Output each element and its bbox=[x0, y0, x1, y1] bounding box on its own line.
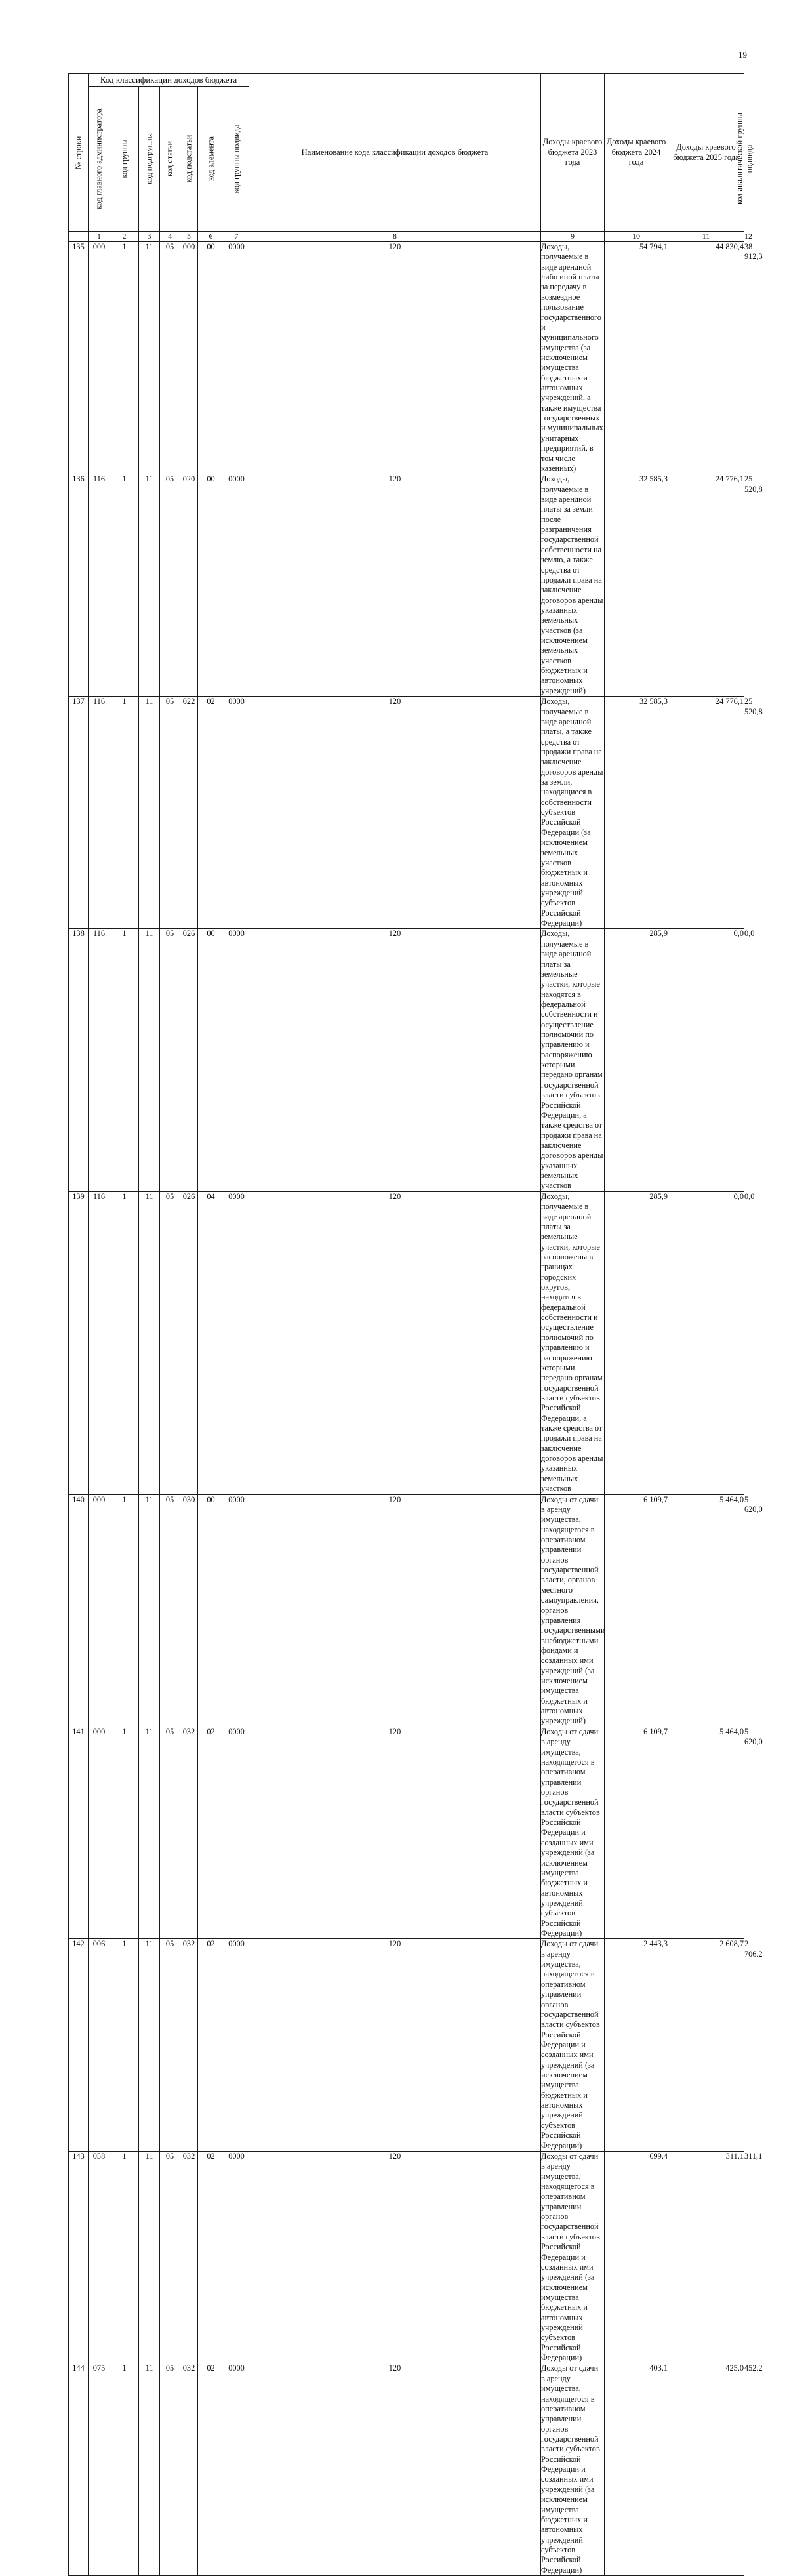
value-2023-cell: 285,9 bbox=[605, 929, 668, 1191]
code-group-cell: 1 bbox=[110, 2363, 139, 2576]
table-row: 136 116 1 11 05 020 00 0000 120 Доходы, получаемые в виде арендной платы за земли после разграничения государственной собственности на землю, а также средства от продажи права на заключение договоров аренды указанных земельных участков (за исключением земельных участков бюджетных и автономных учреждений) 32 585,3 24 776,1 25 520,8 bbox=[69, 474, 744, 697]
code-analytic-group-cell: 120 bbox=[249, 242, 541, 474]
code-element-cell: 04 bbox=[198, 1191, 224, 1494]
row-number-cell: 137 bbox=[69, 697, 89, 929]
code-subgroup-cell: 11 bbox=[139, 697, 160, 929]
table-row: 137 116 1 11 05 022 02 0000 120 Доходы, получаемые в виде арендной платы, а также средства от продажи права на заключение договоров аренды за земли, находящиеся в собственности субъектов Российской Федерации (за исключением земельных участков бюджетных и автономных учреждений субъектов Российской Федерации) 32 585,3 24 776,1 25 520,8 bbox=[69, 697, 744, 929]
code-subarticle-cell: 030 bbox=[180, 1494, 198, 1727]
value-2023-cell: 32 585,3 bbox=[605, 474, 668, 697]
code-element-cell: 02 bbox=[198, 2363, 224, 2576]
code-subgroup-cell: 11 bbox=[139, 1939, 160, 2152]
income-name-cell: Доходы, получаемые в виде арендной платы, а также средства от продажи права на заключение договоров аренды за земли, находящиеся в собственности субъектов Российской Федерации (за исключением земельных участков бюджетных и автономных учреждений субъектов Российской Федерации) bbox=[541, 697, 603, 928]
code-admin-cell: 000 bbox=[89, 1494, 110, 1727]
row-number-cell: 144 bbox=[69, 2363, 89, 2576]
code-subtype-group-cell: 0000 bbox=[224, 929, 249, 1191]
code-subtype-group-cell: 0000 bbox=[224, 1939, 249, 2152]
table-row: 135 000 1 11 05 000 00 0000 120 Доходы, получаемые в виде арендной либо иной платы за передачу в возмездное пользование государственного и муниципального имущества (за исключением имущества бюджетных и автономных учреждений, а также имущества государственных и муниципальных унитарных предприятий, в том числе казенных) 54 794,1 44 830,4 38 912,3 bbox=[69, 242, 744, 474]
column-number: 5 bbox=[180, 232, 198, 242]
code-article-cell: 05 bbox=[160, 1494, 180, 1727]
header-year-2024: Доходы краевого бюджета 2024 года bbox=[605, 74, 668, 232]
table-row: 143 058 1 11 05 032 02 0000 120 Доходы от сдачи в аренду имущества, находящегося в оперативном управлении органов государственной власти субъектов Российской Федерации и созданных ими учреждений (за исключением имущества бюджетных и автономных учреждений субъектов Российской Федерации) 699,4 311,1 311,1 bbox=[69, 2151, 744, 2363]
income-name-cell: Доходы от сдачи в аренду имущества, находящегося в оперативном управлении органов государственной власти субъектов Российской Федерации и созданных ими учреждений (за исключением имущества бюджетных и автономных учреждений субъектов Российской Федерации) bbox=[541, 1939, 605, 2152]
value-2024-cell: 24 776,1 bbox=[668, 697, 744, 929]
code-article-cell: 05 bbox=[160, 1191, 180, 1494]
column-number: 1 bbox=[89, 232, 110, 242]
income-name-cell: Доходы, получаемые в виде арендной платы за земельные участки, которые расположены в границах городских округов, находятся в федеральной собственности и осуществление полномочий по управлению и распоряжению которыми передано органам государственной власти субъектов Российской Федерации, а также средства от продажи права на заключение договоров аренды указанных земельных участков bbox=[541, 1191, 603, 1494]
code-group-cell: 1 bbox=[110, 474, 139, 697]
value-2023-cell: 403,1 bbox=[605, 2363, 668, 2576]
code-subtype-group-cell: 0000 bbox=[224, 697, 249, 929]
column-number-row: 1 2 3 4 5 6 7 8 9 10 11 12 bbox=[69, 232, 744, 242]
column-number: 10 bbox=[605, 232, 668, 242]
code-article-cell: 05 bbox=[160, 474, 180, 697]
code-subarticle-cell: 020 bbox=[180, 474, 198, 697]
header-code-article: код статьи bbox=[160, 87, 180, 232]
code-article-cell: 05 bbox=[160, 929, 180, 1191]
value-2023-cell: 285,9 bbox=[605, 1191, 668, 1494]
row-number-cell: 138 bbox=[69, 929, 89, 1191]
code-admin-cell: 075 bbox=[89, 2363, 110, 2576]
code-subarticle-cell: 032 bbox=[180, 1939, 198, 2152]
value-2024-cell: 425,0 bbox=[668, 2363, 744, 2576]
code-subtype-group-cell: 0000 bbox=[224, 1494, 249, 1727]
value-2023-cell: 6 109,7 bbox=[605, 1494, 668, 1727]
code-element-cell: 02 bbox=[198, 2151, 224, 2363]
income-name-cell: Доходы от сдачи в аренду имущества, находящегося в оперативном управлении органов государственной власти субъектов Российской Федерации и созданных ими учреждений (за исключением имущества бюджетных и автономных учреждений субъектов Российской Федерации) bbox=[541, 2363, 605, 2576]
code-article-cell: 05 bbox=[160, 242, 180, 474]
code-element-cell: 00 bbox=[198, 474, 224, 697]
header-year-2025: Доходы краевого бюджета 2025 года bbox=[668, 74, 744, 232]
code-analytic-group-cell: 120 bbox=[249, 929, 541, 1191]
table-row: 142 006 1 11 05 032 02 0000 120 Доходы от сдачи в аренду имущества, находящегося в оперативном управлении органов государственной власти субъектов Российской Федерации и созданных ими учреждений (за исключением имущества бюджетных и автономных учреждений субъектов Российской Федерации) 2 443,3 2 608,7 2 706,2 bbox=[69, 1939, 744, 2152]
code-group-cell: 1 bbox=[110, 1939, 139, 2152]
table-row: 141 000 1 11 05 032 02 0000 120 Доходы от сдачи в аренду имущества, находящегося в оперативном управлении органов государственной власти субъектов Российской Федерации и созданных ими учреждений (за исключением имущества бюджетных и автономных учреждений субъектов Российской Федерации) 6 109,7 5 464,0 5 620,0 bbox=[69, 1727, 744, 1939]
table-row: 138 116 1 11 05 026 00 0000 120 Доходы, получаемые в виде арендной платы за земельные участки, которые находятся в федеральной собственности и осуществление полномочий по управлению и распоряжению которыми передано органам государственной власти субъектов Российской Федерации, а также средства от продажи права на заключение договоров аренды указанных земельных участков 285,9 0,0 0,0 bbox=[69, 929, 744, 1191]
code-subtype-group-cell: 0000 bbox=[224, 2363, 249, 2576]
value-2024-cell: 24 776,1 bbox=[668, 474, 744, 697]
table-row: 139 116 1 11 05 026 04 0000 120 Доходы, получаемые в виде арендной платы за земельные участки, которые расположены в границах городских округов, находятся в федеральной собственности и осуществление полномочий по управлению и распоряжению которыми передано органам государственной власти субъектов Российской Федерации, а также средства от продажи права на заключение договоров аренды указанных земельных участков 285,9 0,0 0,0 bbox=[69, 1191, 744, 1494]
code-analytic-group-cell: 120 bbox=[249, 1939, 541, 2152]
value-2024-cell: 0,0 bbox=[668, 1191, 744, 1494]
code-subtype-group-cell: 0000 bbox=[224, 2151, 249, 2363]
header-code-subgroup: код подгруппы bbox=[139, 87, 160, 232]
code-subarticle-cell: 022 bbox=[180, 697, 198, 929]
code-subarticle-cell: 026 bbox=[180, 929, 198, 1191]
header-code-admin: код главного администратора bbox=[89, 87, 110, 232]
code-subtype-group-cell: 0000 bbox=[224, 242, 249, 474]
code-subarticle-cell: 032 bbox=[180, 1727, 198, 1939]
column-number: 6 bbox=[198, 232, 224, 242]
row-number-cell: 136 bbox=[69, 474, 89, 697]
column-number: 3 bbox=[139, 232, 160, 242]
row-number-cell: 135 bbox=[69, 242, 89, 474]
column-number: 11 bbox=[668, 232, 744, 242]
code-analytic-group-cell: 120 bbox=[249, 2151, 541, 2363]
code-admin-cell: 058 bbox=[89, 2151, 110, 2363]
income-name-cell: Доходы от сдачи в аренду имущества, находящегося в оперативном управлении органов государственной власти субъектов Российской Федерации и созданных ими учреждений (за исключением имущества бюджетных и автономных учреждений субъектов Российской Федерации) bbox=[541, 1727, 605, 1939]
column-number: 7 bbox=[224, 232, 249, 242]
code-analytic-group-cell: 120 bbox=[249, 2363, 541, 2576]
code-subtype-group-cell: 0000 bbox=[224, 1727, 249, 1939]
header-code-element: код элемента bbox=[198, 87, 224, 232]
budget-income-table: № строки Код классификации доходов бюджета Наименование кода классификации доходов бюджета Доходы краевого бюджета 2023 года Доходы краевого бюджета 2024 года Доходы краевого бюджета 2025 года код главного администратора код группы код подгруппы код статьи код подстатьи код элемента код группы подвида код аналитической группы подвида 1 2 3 4 5 6 7 8 9 10 11 12 135 000 1 11 05 000 00 0000 120 Доходы, получаемые в виде арендной либо иной платы за передачу в возмездное пользование государственного и муниципального имущества (за исключением имущества бюджетных и автономных учреждений, а также имущества государственных и муниципальных унитарных предприятий, в том числе казенных) 54 794,1 44 830,4 38 912,3 136 116 1 11 05 020 00 0000 120 Доходы, получаемые в виде арендной платы за земли после разграничения государственной собственности на землю, а также средства от продажи права на заключение договоров аренды указанных земельных участков (за исключением земельных участков бюджетных и автономных учреждений) 32 585,3 24 776,1 25 520,8 137 116 1 11 05 022 02 0000 120 Доходы, получаемые в виде арендной платы, а также средства от продажи права на заключение договоров аренды за земли, находящиеся в собственности субъектов Российской Федерации (за исключением земельных участков бюджетных и автономных учреждений субъектов Российской Федерации) 32 585,3 24 776,1 25 520,8 138 116 1 11 05 026 00 0000 120 Доходы, получаемые в виде арендной платы за земельные участки, которые находятся в федеральной собственности и осуществление полномочий по управлению и распоряжению которыми передано органам государственной власти субъектов Российской Федерации, а также средства от продажи права на заключение договоров аренды указанных земельных участков 285,9 0,0 0,0 139 116 1 11 05 026 04 0000 120 Доходы, получаемые в виде арендной платы за земельные участки, которые расположены в границах городских округов, находятся в федеральной собственности и осуществление полномочий по управлению и распоряжению которыми передано органам государственной власти субъектов Российской Федерации, а также средства от продажи права на заключение договоров аренды указанных земельных участков 285,9 0,0 0,0 140 000 1 11 05 030 00 0000 120 Доходы от сдачи в аренду имущества, находящегося в оперативном управлении органов государственной власти, органов местного самоуправления, органов управления государственными внебюджетными фондами и созданных ими учреждений (за исключением имущества бюджетных и автономных учреждений) 6 109,7 5 464,0 5 620,0 141 000 1 11 05 032 02 0000 120 Доходы от сдачи в аренду имущества, находящегося в оперативном управлении органов государственной власти субъектов Российской Федерации и созданных ими учреждений (за исключением имущества бюджетных и автономных учреждений субъектов Российской Федерации) 6 109,7 5 464,0 5 620,0 142 006 1 11 05 032 02 0000 120 Доходы от сдачи в аренду имущества, находящегося в оперативном управлении органов государственной власти субъектов Российской Федерации и созданных ими учреждений (за исключением имущества бюджетных и автономных учреждений субъектов Российской Федерации) 2 443,3 2 608,7 2 706,2 143 058 1 11 05 032 02 0000 120 Доходы от сдачи в аренду имущества, находящегося в оперативном управлении органов государственной власти субъектов Российской Федерации и созданных ими учреждений (за исключением имущества бюджетных и автономных учреждений субъектов Российской Федерации) 699,4 311,1 311,1 144 075 1 11 05 032 02 0000 120 Доходы от сдачи в аренду имущества, находящегося в оперативном управлении органов государственной власти субъектов Российской Федерации и созданных ими учреждений (за исключением имущества бюджетных и автономных учреждений субъектов Российской Федерации) 403,1 425,0 452,2 bbox=[68, 73, 744, 2576]
code-article-cell: 05 bbox=[160, 697, 180, 929]
code-subarticle-cell: 032 bbox=[180, 2363, 198, 2576]
table-row: 140 000 1 11 05 030 00 0000 120 Доходы от сдачи в аренду имущества, находящегося в оперативном управлении органов государственной власти, органов местного самоуправления, органов управления государственными внебюджетными фондами и созданных ими учреждений (за исключением имущества бюджетных и автономных учреждений) 6 109,7 5 464,0 5 620,0 bbox=[69, 1494, 744, 1727]
income-name-cell: Доходы, получаемые в виде арендной либо иной платы за передачу в возмездное пользование государственного и муниципального имущества (за исключением имущества бюджетных и автономных учреждений, а также имущества государственных и муниципальных унитарных предприятий, в том числе казенных) bbox=[541, 242, 603, 473]
value-2023-cell: 699,4 bbox=[605, 2151, 668, 2363]
header-classification-group: Код классификации доходов бюджета bbox=[89, 74, 249, 87]
code-analytic-group-cell: 120 bbox=[249, 1191, 541, 1494]
value-2024-cell: 5 464,0 bbox=[668, 1727, 744, 1939]
code-element-cell: 00 bbox=[198, 929, 224, 1191]
value-2023-cell: 54 794,1 bbox=[605, 242, 668, 474]
code-admin-cell: 000 bbox=[89, 1727, 110, 1939]
code-subtype-group-cell: 0000 bbox=[224, 1191, 249, 1494]
column-number: 8 bbox=[249, 232, 541, 242]
code-subgroup-cell: 11 bbox=[139, 1727, 160, 1939]
table-body bbox=[69, 242, 763, 2576]
income-name-cell: Доходы, получаемые в виде арендной платы за земли после разграничения государственной собственности на землю, а также средства от продажи права на заключение договоров аренды указанных земельных участков (за исключением земельных участков бюджетных и автономных учреждений) bbox=[541, 474, 603, 695]
code-admin-cell: 000 bbox=[89, 242, 110, 474]
column-number: 2 bbox=[110, 232, 139, 242]
column-number: 4 bbox=[160, 232, 180, 242]
code-subgroup-cell: 11 bbox=[139, 1191, 160, 1494]
code-element-cell: 02 bbox=[198, 697, 224, 929]
header-code-subtype-group: код группы подвида bbox=[224, 87, 249, 232]
code-admin-cell: 116 bbox=[89, 474, 110, 697]
code-analytic-group-cell: 120 bbox=[249, 697, 541, 929]
row-number-cell: 143 bbox=[69, 2151, 89, 2363]
code-subgroup-cell: 11 bbox=[139, 1494, 160, 1727]
code-admin-cell: 116 bbox=[89, 1191, 110, 1494]
page-number: 19 bbox=[738, 50, 747, 60]
code-element-cell: 00 bbox=[198, 242, 224, 474]
value-2024-cell: 2 608,7 bbox=[668, 1939, 744, 2152]
code-analytic-group-cell: 120 bbox=[249, 474, 541, 697]
code-group-cell: 1 bbox=[110, 1727, 139, 1939]
code-article-cell: 05 bbox=[160, 1727, 180, 1939]
row-number-cell: 142 bbox=[69, 1939, 89, 2152]
code-analytic-group-cell: 120 bbox=[249, 1494, 541, 1727]
code-subgroup-cell: 11 bbox=[139, 2363, 160, 2576]
value-2023-cell: 6 109,7 bbox=[605, 1727, 668, 1939]
code-admin-cell: 006 bbox=[89, 1939, 110, 2152]
code-subarticle-cell: 026 bbox=[180, 1191, 198, 1494]
code-subgroup-cell: 11 bbox=[139, 2151, 160, 2363]
header-row-number: № строки bbox=[69, 74, 89, 232]
code-analytic-group-cell: 120 bbox=[249, 1727, 541, 1939]
code-article-cell: 05 bbox=[160, 2363, 180, 2576]
code-group-cell: 1 bbox=[110, 2151, 139, 2363]
code-group-cell: 1 bbox=[110, 1494, 139, 1727]
value-2024-cell: 44 830,4 bbox=[668, 242, 744, 474]
header-year-2023: Доходы краевого бюджета 2023 года bbox=[541, 74, 605, 232]
code-group-cell: 1 bbox=[110, 929, 139, 1191]
column-number: 9 bbox=[541, 232, 605, 242]
code-subgroup-cell: 11 bbox=[139, 242, 160, 474]
code-subarticle-cell: 032 bbox=[180, 2151, 198, 2363]
income-name-cell: Доходы, получаемые в виде арендной платы за земельные участки, которые находятся в федеральной собственности и осуществление полномочий по управлению и распоряжению которыми передано органам государственной власти субъектов Российской Федерации, а также средства от продажи права на заключение договоров аренды указанных земельных участков bbox=[541, 929, 603, 1191]
income-name-cell: Доходы от сдачи в аренду имущества, находящегося в оперативном управлении органов государственной власти, органов местного самоуправления, органов управления государственными внебюджетными фондами и созданных ими учреждений (за исключением имущества бюджетных и автономных учреждений) bbox=[541, 1494, 605, 1726]
code-group-cell: 1 bbox=[110, 1191, 139, 1494]
code-element-cell: 02 bbox=[198, 1939, 224, 2152]
table-row: 144 075 1 11 05 032 02 0000 120 Доходы от сдачи в аренду имущества, находящегося в оперативном управлении органов государственной власти субъектов Российской Федерации и созданных ими учреждений (за исключением имущества бюджетных и автономных учреждений субъектов Российской Федерации) 403,1 425,0 452,2 bbox=[69, 2363, 744, 2576]
code-article-cell: 05 bbox=[160, 2151, 180, 2363]
code-subarticle-cell: 000 bbox=[180, 242, 198, 474]
code-subgroup-cell: 11 bbox=[139, 929, 160, 1191]
code-element-cell: 00 bbox=[198, 1494, 224, 1727]
code-element-cell: 02 bbox=[198, 1727, 224, 1939]
row-number-cell: 139 bbox=[69, 1191, 89, 1494]
code-admin-cell: 116 bbox=[89, 697, 110, 929]
code-admin-cell: 116 bbox=[89, 929, 110, 1191]
code-group-cell: 1 bbox=[110, 697, 139, 929]
code-group-cell: 1 bbox=[110, 242, 139, 474]
value-2024-cell: 311,1 bbox=[668, 2151, 744, 2363]
row-number-cell: 141 bbox=[69, 1727, 89, 1939]
code-article-cell: 05 bbox=[160, 1939, 180, 2152]
row-number-cell: 140 bbox=[69, 1494, 89, 1727]
header-code-subarticle: код подстатьи bbox=[180, 87, 198, 232]
header-name: Наименование кода классификации доходов бюджета bbox=[249, 74, 541, 232]
value-2024-cell: 0,0 bbox=[668, 929, 744, 1191]
income-name-cell: Доходы от сдачи в аренду имущества, находящегося в оперативном управлении органов государственной власти субъектов Российской Федерации и созданных ими учреждений (за исключением имущества бюджетных и автономных учреждений субъектов Российской Федерации) bbox=[541, 2151, 605, 2363]
header-code-group: код группы bbox=[110, 87, 139, 232]
code-subgroup-cell: 11 bbox=[139, 474, 160, 697]
value-2023-cell: 2 443,3 bbox=[605, 1939, 668, 2152]
value-2023-cell: 32 585,3 bbox=[605, 697, 668, 929]
value-2024-cell: 5 464,0 bbox=[668, 1494, 744, 1727]
code-subtype-group-cell: 0000 bbox=[224, 474, 249, 697]
